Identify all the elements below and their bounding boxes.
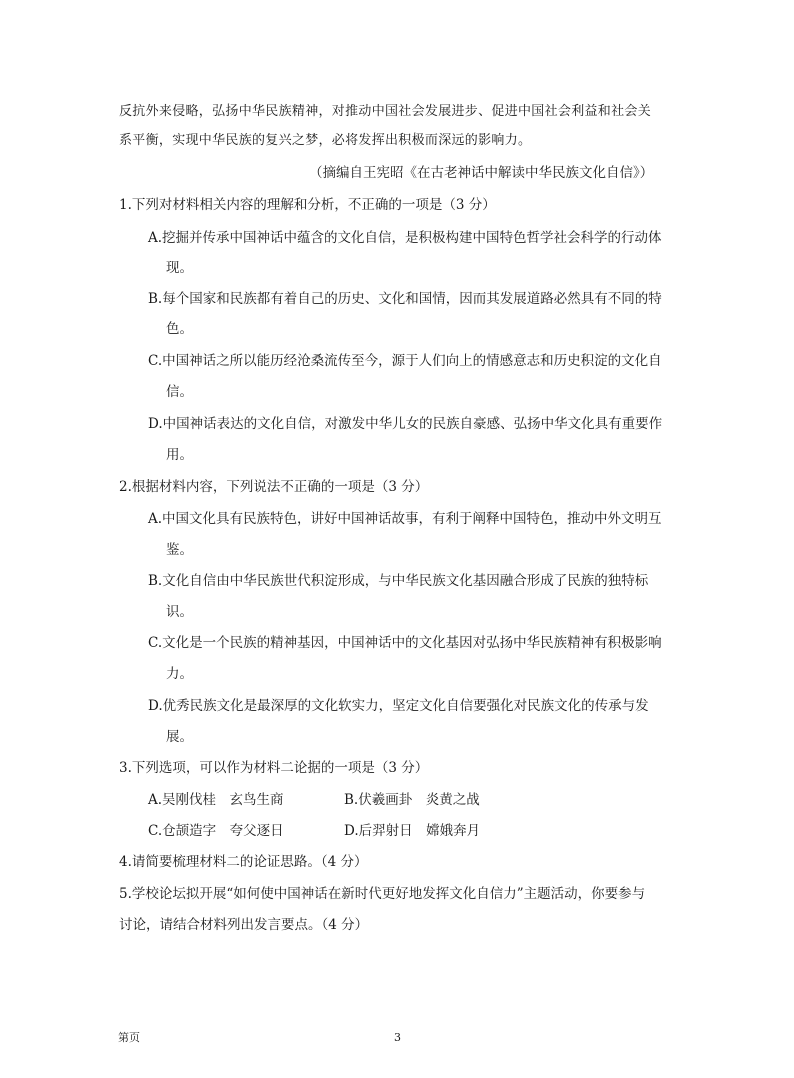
q1-option-a: A.挖掘并传承中国神话中蕴含的文化自信，是积极构建中国特色哲学社会科学的行动体: [148, 230, 662, 246]
q1-option-c: C.中国神话之所以能历经沧桑流传至今，源于人们向上的情感意志和历史积淀的文化自: [148, 353, 662, 369]
question-3-stem: 3.下列选项，可以作为材料二论据的一项是（3 分）: [119, 760, 429, 776]
source-citation: （摘编自王宪昭《在古老神话中解读中华民族文化自信》）: [309, 165, 654, 181]
q3-option-c: C.仓颉造字 夸父逐日: [148, 823, 284, 839]
q1-option-d-cont: 用。: [166, 447, 193, 463]
question-5-stem: 5.学校论坛拟开展“如何使中国神话在新时代更好地发挥文化自信力”主题活动，你要参与: [119, 886, 646, 902]
q1-option-b: B.每个国家和民族都有着自己的历史、文化和国情，因而其发展道路必然具有不同的特: [148, 291, 662, 307]
q3-option-b: B.伏羲画卦 炎黄之战: [344, 792, 480, 808]
q3-option-a: A.吴刚伐桂 玄鸟生商: [148, 792, 284, 808]
q2-option-b-cont: 识。: [166, 604, 193, 620]
q2-option-b: B.文化自信由中华民族世代积淀形成，与中华民族文化基因融合形成了民族的独特标: [148, 573, 649, 589]
q2-option-c: C.文化是一个民族的精神基因，中国神话中的文化基因对弘扬中华民族精神有积极影响: [148, 635, 662, 651]
q3-option-d: D.后羿射日 嫦娥奔月: [344, 823, 481, 839]
q2-option-d-cont: 展。: [166, 729, 193, 745]
footer-page-number: 3: [394, 1031, 401, 1044]
q1-option-b-cont: 色。: [166, 321, 193, 337]
question-5-stem-cont: 讨论，请结合材料列出发言要点。（4 分）: [119, 917, 369, 933]
question-1-stem: 1.下列对材料相关内容的理解和分析，不正确的一项是（3 分）: [119, 197, 496, 213]
footer-page-label: 第页: [118, 1031, 140, 1044]
q1-option-a-cont: 现。: [166, 260, 193, 276]
question-4-stem: 4.请简要梳理材料二的论证思路。（4 分）: [119, 854, 368, 870]
q1-option-c-cont: 信。: [166, 384, 193, 400]
q2-option-a: A.中国文化具有民族特色，讲好中国神话故事，有利于阐释中国特色，推动中外文明互: [148, 511, 662, 527]
intro-line-1: 反抗外来侵略，弘扬中华民族精神，对推动中国社会发展进步、促进中国社会利益和社会关: [119, 104, 652, 119]
q2-option-c-cont: 力。: [166, 666, 193, 682]
q2-option-d: D.优秀民族文化是最深厚的文化软实力，坚定文化自信要强化对民族文化的传承与发: [148, 698, 649, 714]
q2-option-a-cont: 鉴。: [166, 542, 193, 558]
q1-option-d: D.中国神话表达的文化自信，对激发中华儿女的民族自豪感、弘扬中华文化具有重要作: [148, 416, 663, 432]
question-2-stem: 2.根据材料内容，下列说法不正确的一项是（3 分）: [119, 479, 429, 495]
intro-line-2: 系平衡，实现中华民族的复兴之梦，必将发挥出积极而深远的影响力。: [119, 133, 532, 148]
